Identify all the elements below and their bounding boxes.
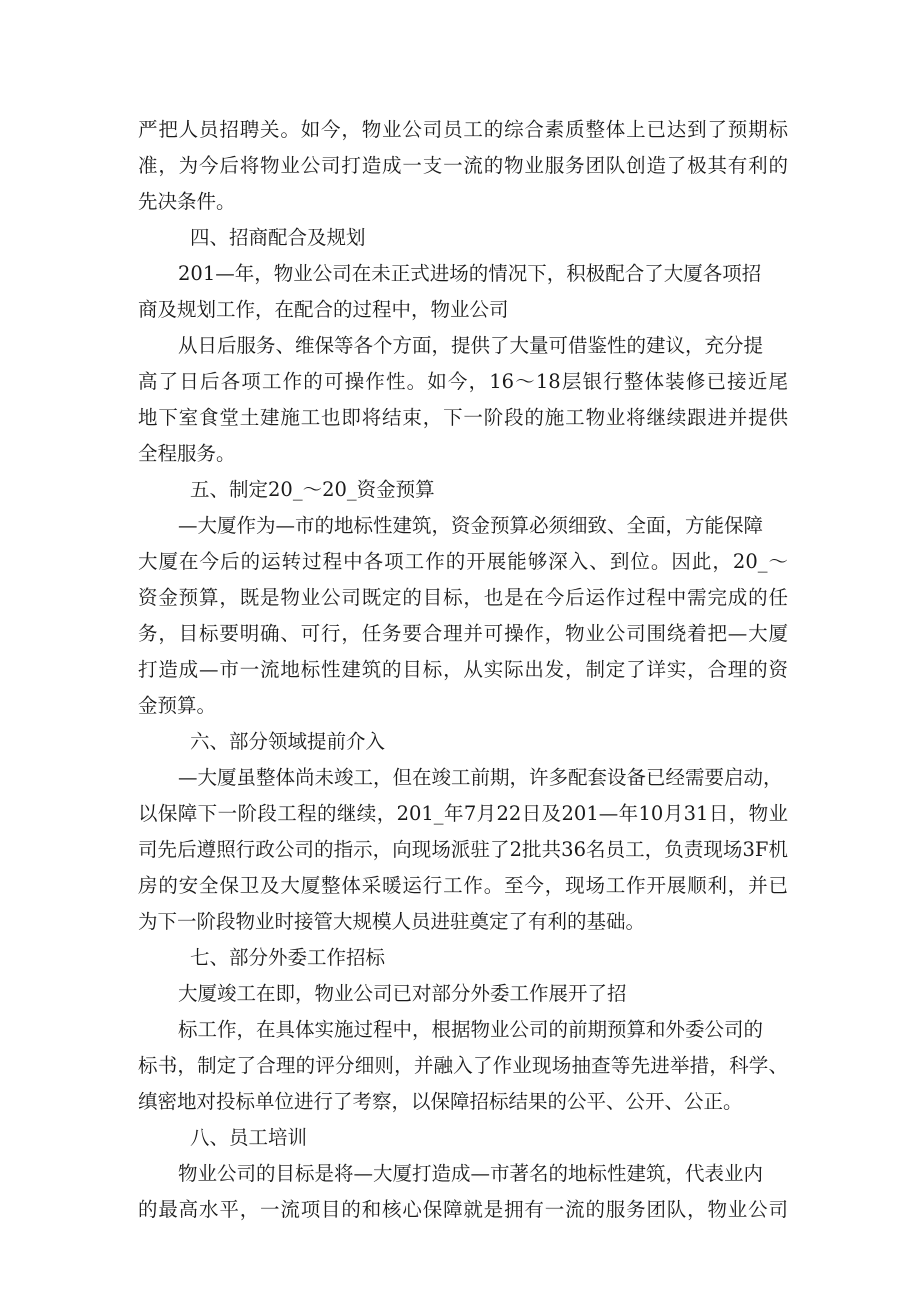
section-heading: 五、制定20_～20_资金预算 <box>190 478 435 501</box>
paragraph-line: 房的安全保卫及大厦整体采暖运行工作。至今，现场工作开展顺利，并已 <box>138 874 788 897</box>
paragraph-line: 商及规划工作，在配合的过程中，物业公司 <box>138 298 509 321</box>
paragraph-line: 大厦在今后的运转过程中各项工作的开展能够深入、到位。因此，20_～ <box>138 550 788 573</box>
section-heading: 七、部分外委工作招标 <box>190 946 386 969</box>
paragraph-line: 缜密地对投标单位进行了考察，以保障招标结果的公平、公开、公正。 <box>138 1090 743 1113</box>
section-heading: 六、部分领域提前介入 <box>190 730 386 753</box>
section-heading: 八、员工培训 <box>190 1126 308 1149</box>
section-heading: 四、招商配合及规划 <box>190 226 366 249</box>
paragraph-line: 资金预算，既是物业公司既定的目标，也是在今后运作过程中需完成的任 <box>138 586 788 609</box>
paragraph-line: 物业公司的目标是将—大厦打造成—市著名的地标性建筑，代表业内 <box>178 1162 764 1185</box>
paragraph-line: 全程服务。 <box>138 442 236 465</box>
paragraph-line: 打造成—市一流地标性建筑的目标，从实际出发，制定了详实，合理的资 <box>138 658 788 681</box>
paragraph-line: 从日后服务、维保等各个方面，提供了大量可借鉴性的建议，充分提 <box>178 334 764 357</box>
paragraph-line: 的最高水平，一流项目的和核心保障就是拥有一流的服务团队，物业公司 <box>138 1198 788 1221</box>
paragraph-line: 高了日后各项工作的可操作性。如今，16～18层银行整体装修已接近尾 <box>138 370 788 393</box>
paragraph-line: 201—年，物业公司在未正式进场的情况下，积极配合了大厦各项招 <box>178 262 762 285</box>
paragraph-line: 以保障下一阶段工程的继续，201_年7月22日及201—年10月31日，物业 <box>138 802 788 825</box>
paragraph-line: 准，为今后将物业公司打造成一支一流的物业服务团队创造了极其有利的 <box>138 154 788 177</box>
paragraph-line: 金预算。 <box>138 694 217 717</box>
paragraph-line: —大厦作为—市的地标性建筑，资金预算必须细致、全面，方能保障 <box>178 514 764 537</box>
paragraph-line: 先决条件。 <box>138 190 236 213</box>
document-body <box>138 112 788 1228</box>
paragraph-line: 大厦竣工在即，物业公司已对部分外委工作展开了招 <box>178 982 627 1005</box>
paragraph-line: 务，目标要明确、可行，任务要合理并可操作，物业公司围绕着把—大厦 <box>138 622 788 645</box>
paragraph-line: 标书，制定了合理的评分细则，并融入了作业现场抽查等先进举措，科学、 <box>138 1054 788 1077</box>
paragraph-line: 标工作，在具体实施过程中，根据物业公司的前期预算和外委公司的 <box>178 1018 764 1041</box>
paragraph-line: 为下一阶段物业时接管大规模人员进驻奠定了有利的基础。 <box>138 910 646 933</box>
paragraph-line: 司先后遵照行政公司的指示，向现场派驻了2批共36名员工，负责现场3F机 <box>138 838 788 861</box>
paragraph-line: 地下室食堂土建施工也即将结束，下一阶段的施工物业将继续跟进并提供 <box>138 406 788 429</box>
paragraph-line: 严把人员招聘关。如今，物业公司员工的综合素质整体上已达到了预期标 <box>138 118 788 141</box>
paragraph-line: —大厦虽整体尚未竣工，但在竣工前期，许多配套设备已经需要启动， <box>178 766 783 789</box>
